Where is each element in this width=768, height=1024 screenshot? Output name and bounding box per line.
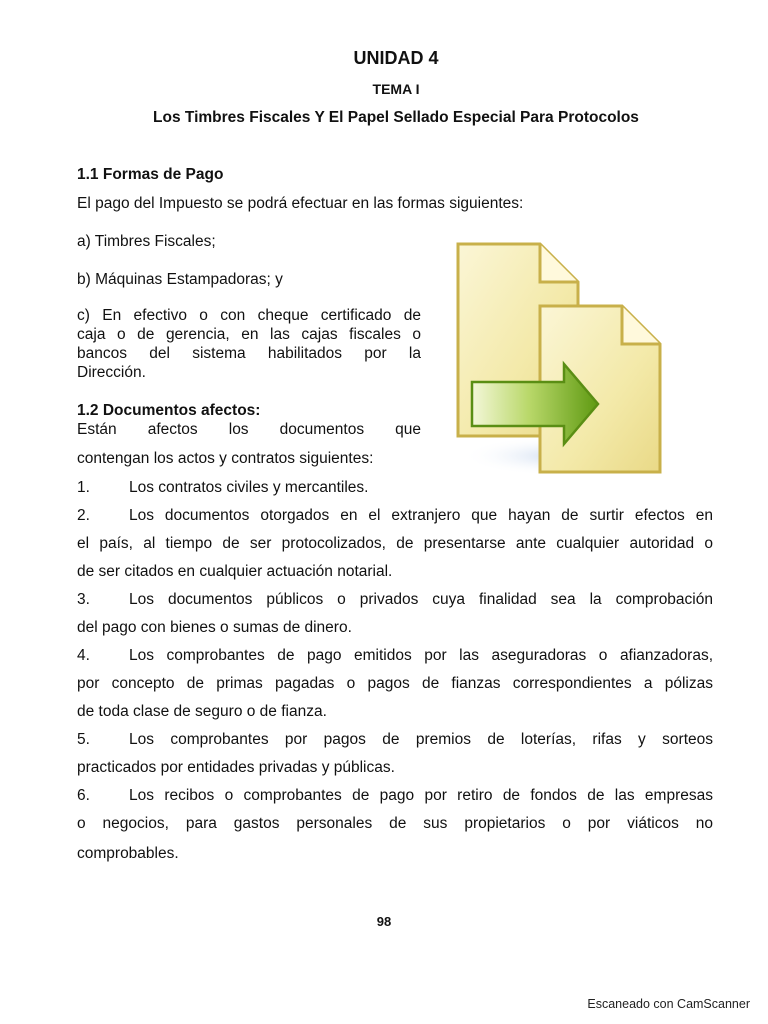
payment-option-a: a) Timbres Fiscales;	[77, 233, 216, 250]
list-item-text: Los documentos públicos o privados cuya finalidad sea la comprobación	[129, 591, 713, 608]
unit-title: UNIDAD 4	[353, 48, 439, 68]
list-item-text: del pago con bienes o sumas de dinero.	[77, 619, 352, 636]
section-intro: El pago del Impuesto se podrá efectuar en las formas siguientes:	[77, 195, 524, 212]
section-intro-line: Están afectos los documentos que	[77, 421, 421, 438]
list-item-number: 2.	[77, 507, 90, 524]
list-item-number: 3.	[77, 591, 90, 608]
list-item-number: 6.	[77, 787, 90, 804]
list-item-text: Los comprobantes de pago emitidos por las aseguradoras o afianzadoras,	[129, 647, 713, 664]
list-item-text: el país, al tiempo de ser protocolizados, de presentarse ante cualquier autoridad o	[77, 535, 713, 552]
payment-option-c-line: Dirección.	[77, 364, 146, 381]
list-item-text: comprobables.	[77, 845, 179, 862]
list-item-text: practicados por entidades privadas y públicas.	[77, 759, 395, 776]
list-item-text: Los contratos civiles y mercantiles.	[129, 479, 369, 496]
payment-option-b: b) Máquinas Estampadoras; y	[77, 271, 283, 288]
document-transfer-icon	[452, 240, 664, 478]
scanner-watermark: Escaneado con CamScanner	[587, 997, 750, 1011]
list-item-text: por concepto de primas pagadas o pagos de fianzas correspondientes a pólizas	[77, 675, 713, 692]
list-item-number: 4.	[77, 647, 90, 664]
list-item-number: 5.	[77, 731, 90, 748]
payment-option-c-line: c) En efectivo o con cheque certificado de	[77, 307, 421, 324]
list-item-text: Los recibos o comprobantes de pago por retiro de fondos de las empresas	[129, 787, 713, 804]
tema-title: TEMA I	[372, 81, 420, 97]
section-heading-formas-de-pago: 1.1 Formas de Pago	[77, 166, 224, 183]
list-item-text: Los comprobantes por pagos de premios de loterías, rifas y sorteos	[129, 731, 713, 748]
payment-option-c-line: bancos del sistema habilitados por la	[77, 345, 421, 362]
section-heading-documentos-afectos: 1.2 Documentos afectos:	[77, 402, 261, 419]
section-intro-line: contengan los actos y contratos siguientes:	[77, 450, 374, 467]
document-title: Los Timbres Fiscales Y El Papel Sellado Especial Para Protocolos	[153, 109, 639, 126]
list-item-text: de ser citados en cualquier actuación notarial.	[77, 563, 393, 580]
page-number: 98	[376, 914, 392, 929]
list-item-text: o negocios, para gastos personales de sus propietarios o por viáticos no	[77, 815, 713, 832]
list-item-number: 1.	[77, 479, 90, 496]
payment-option-c-line: caja o de gerencia, en las cajas fiscales o	[77, 326, 421, 343]
list-item-text: Los documentos otorgados en el extranjero que hayan de surtir efectos en	[129, 507, 713, 524]
list-item-text: de toda clase de seguro o de fianza.	[77, 703, 327, 720]
